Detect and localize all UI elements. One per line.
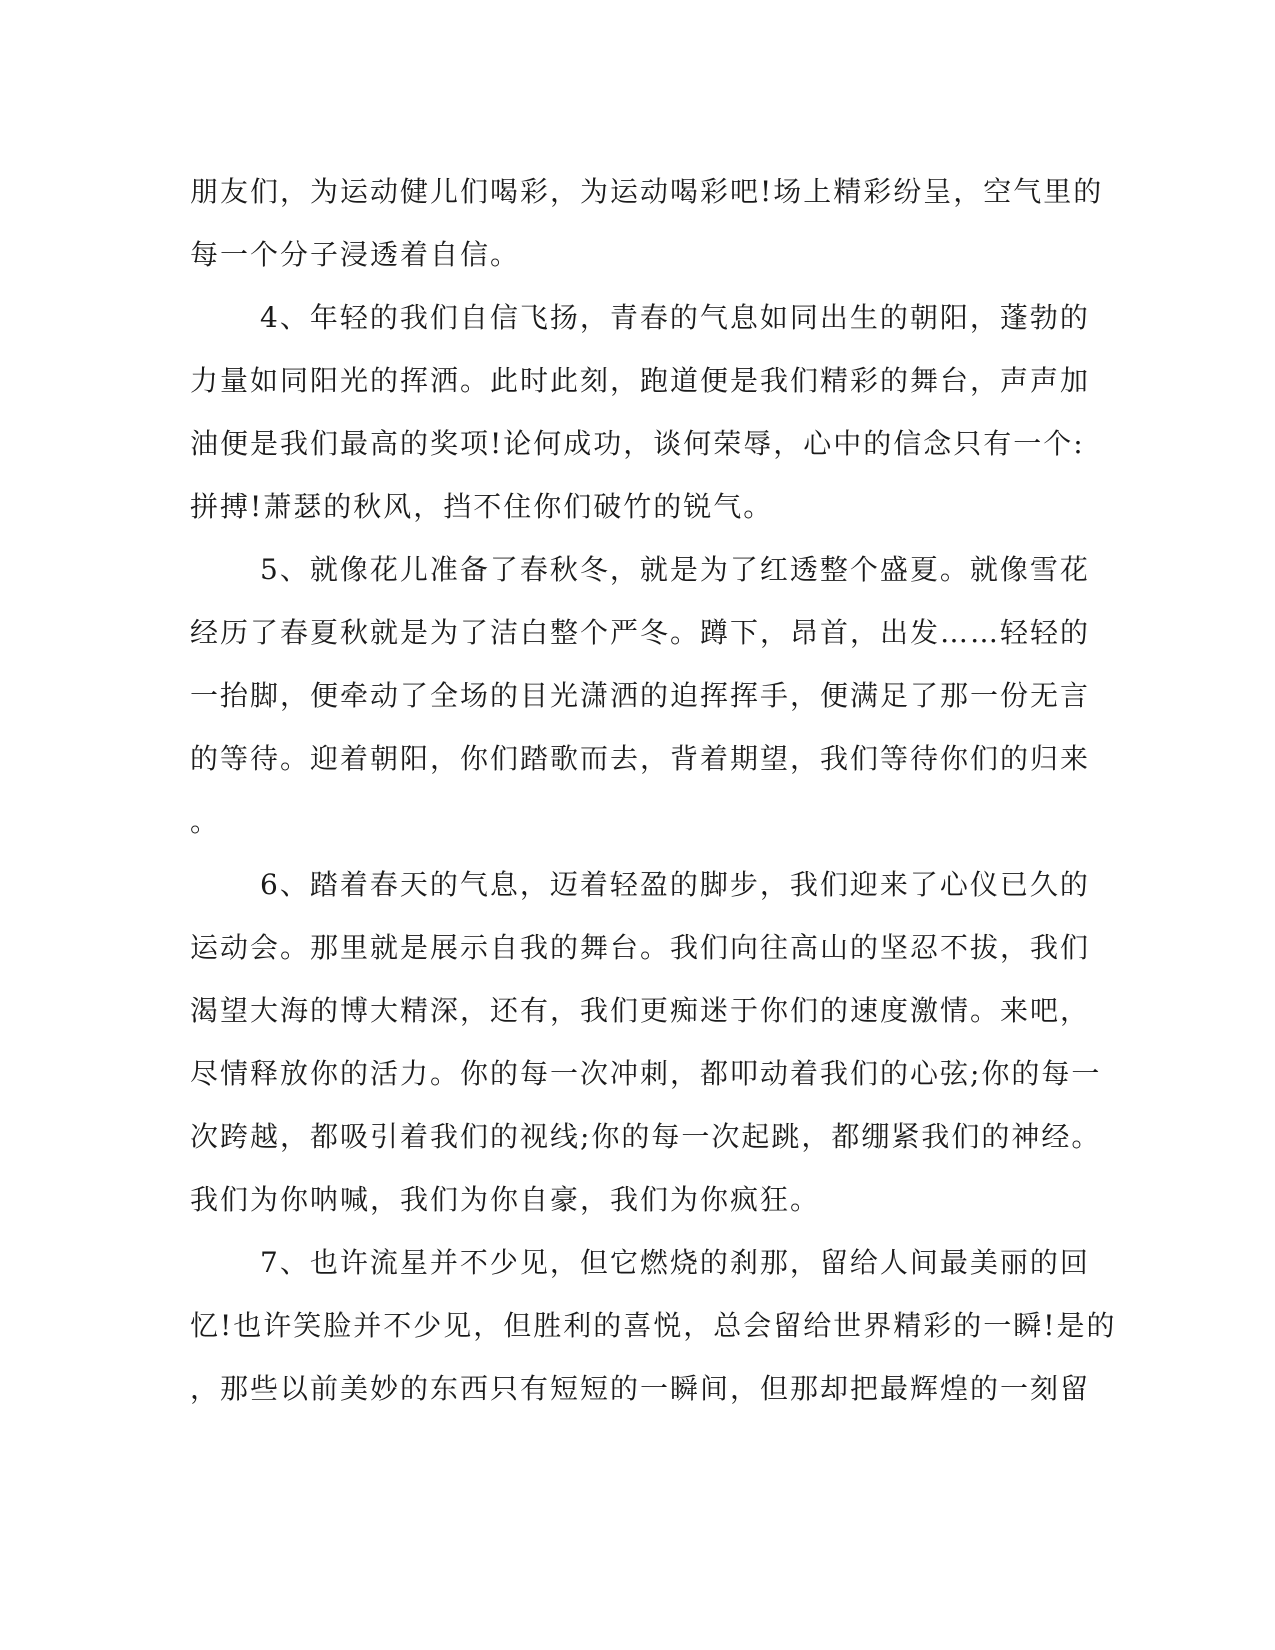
text-line: 。 — [190, 805, 221, 838]
document-body — [190, 160, 1117, 1420]
text-line: 6、踏着春天的气息，迈着轻盈的脚步，我们迎来了心仪已久的 — [260, 868, 1090, 901]
text-line: 尽情释放你的活力。你的每一次冲刺，都叩动着我们的心弦;你的每一 — [190, 1057, 1102, 1090]
paragraph-6 — [190, 853, 1102, 1231]
text-line: 我们为你呐喊，我们为你自豪，我们为你疯狂。 — [190, 1183, 821, 1216]
text-line: 朋友们，为运动健儿们喝彩，为运动喝彩吧!场上精彩纷呈，空气里的 — [190, 175, 1104, 208]
paragraph-7 — [190, 1231, 1117, 1420]
text-line: 运动会。那里就是展示自我的舞台。我们向往高山的坚忍不拔，我们 — [190, 931, 1091, 964]
text-line: 力量如同阳光的挥洒。此时此刻，跑道便是我们精彩的舞台，声声加 — [190, 364, 1091, 397]
text-line: 7、也许流星并不少见，但它燃烧的刹那，留给人间最美丽的回 — [260, 1246, 1090, 1279]
text-line: 忆!也许笑脸并不少见，但胜利的喜悦，总会留给世界精彩的一瞬!是的 — [190, 1309, 1117, 1342]
paragraph-4 — [190, 286, 1090, 538]
text-line: 渴望大海的博大精深，还有，我们更痴迷于你们的速度激情。来吧， — [190, 994, 1091, 1027]
text-line: 经历了春夏秋就是为了洁白整个严冬。蹲下，昂首，出发……轻轻的 — [190, 616, 1091, 649]
text-line: 每一个分子浸透着自信。 — [190, 238, 521, 271]
text-line: 的等待。迎着朝阳，你们踏歌而去，背着期望，我们等待你们的归来 — [190, 742, 1091, 775]
text-line: 拼搏!萧瑟的秋风，挡不住你们破竹的锐气。 — [190, 490, 774, 523]
text-line: 4、年轻的我们自信飞扬，青春的气息如同出生的朝阳，蓬勃的 — [260, 301, 1090, 334]
text-line: 油便是我们最高的奖项!论何成功，谈何荣辱，心中的信念只有一个: — [190, 427, 1085, 460]
text-line: 一抬脚，便牵动了全场的目光潇洒的迫挥挥手，便满足了那一份无言 — [190, 679, 1091, 712]
text-line: ，那些以前美妙的东西只有短短的一瞬间，但那却把最辉煌的一刻留 — [190, 1372, 1091, 1405]
paragraph-continuation — [190, 160, 1104, 286]
text-line: 5、就像花儿准备了春秋冬，就是为了红透整个盛夏。就像雪花 — [260, 553, 1090, 586]
text-line: 次跨越，都吸引着我们的视线;你的每一次起跳，都绷紧我们的神经。 — [190, 1120, 1102, 1153]
paragraph-5 — [190, 538, 1090, 853]
